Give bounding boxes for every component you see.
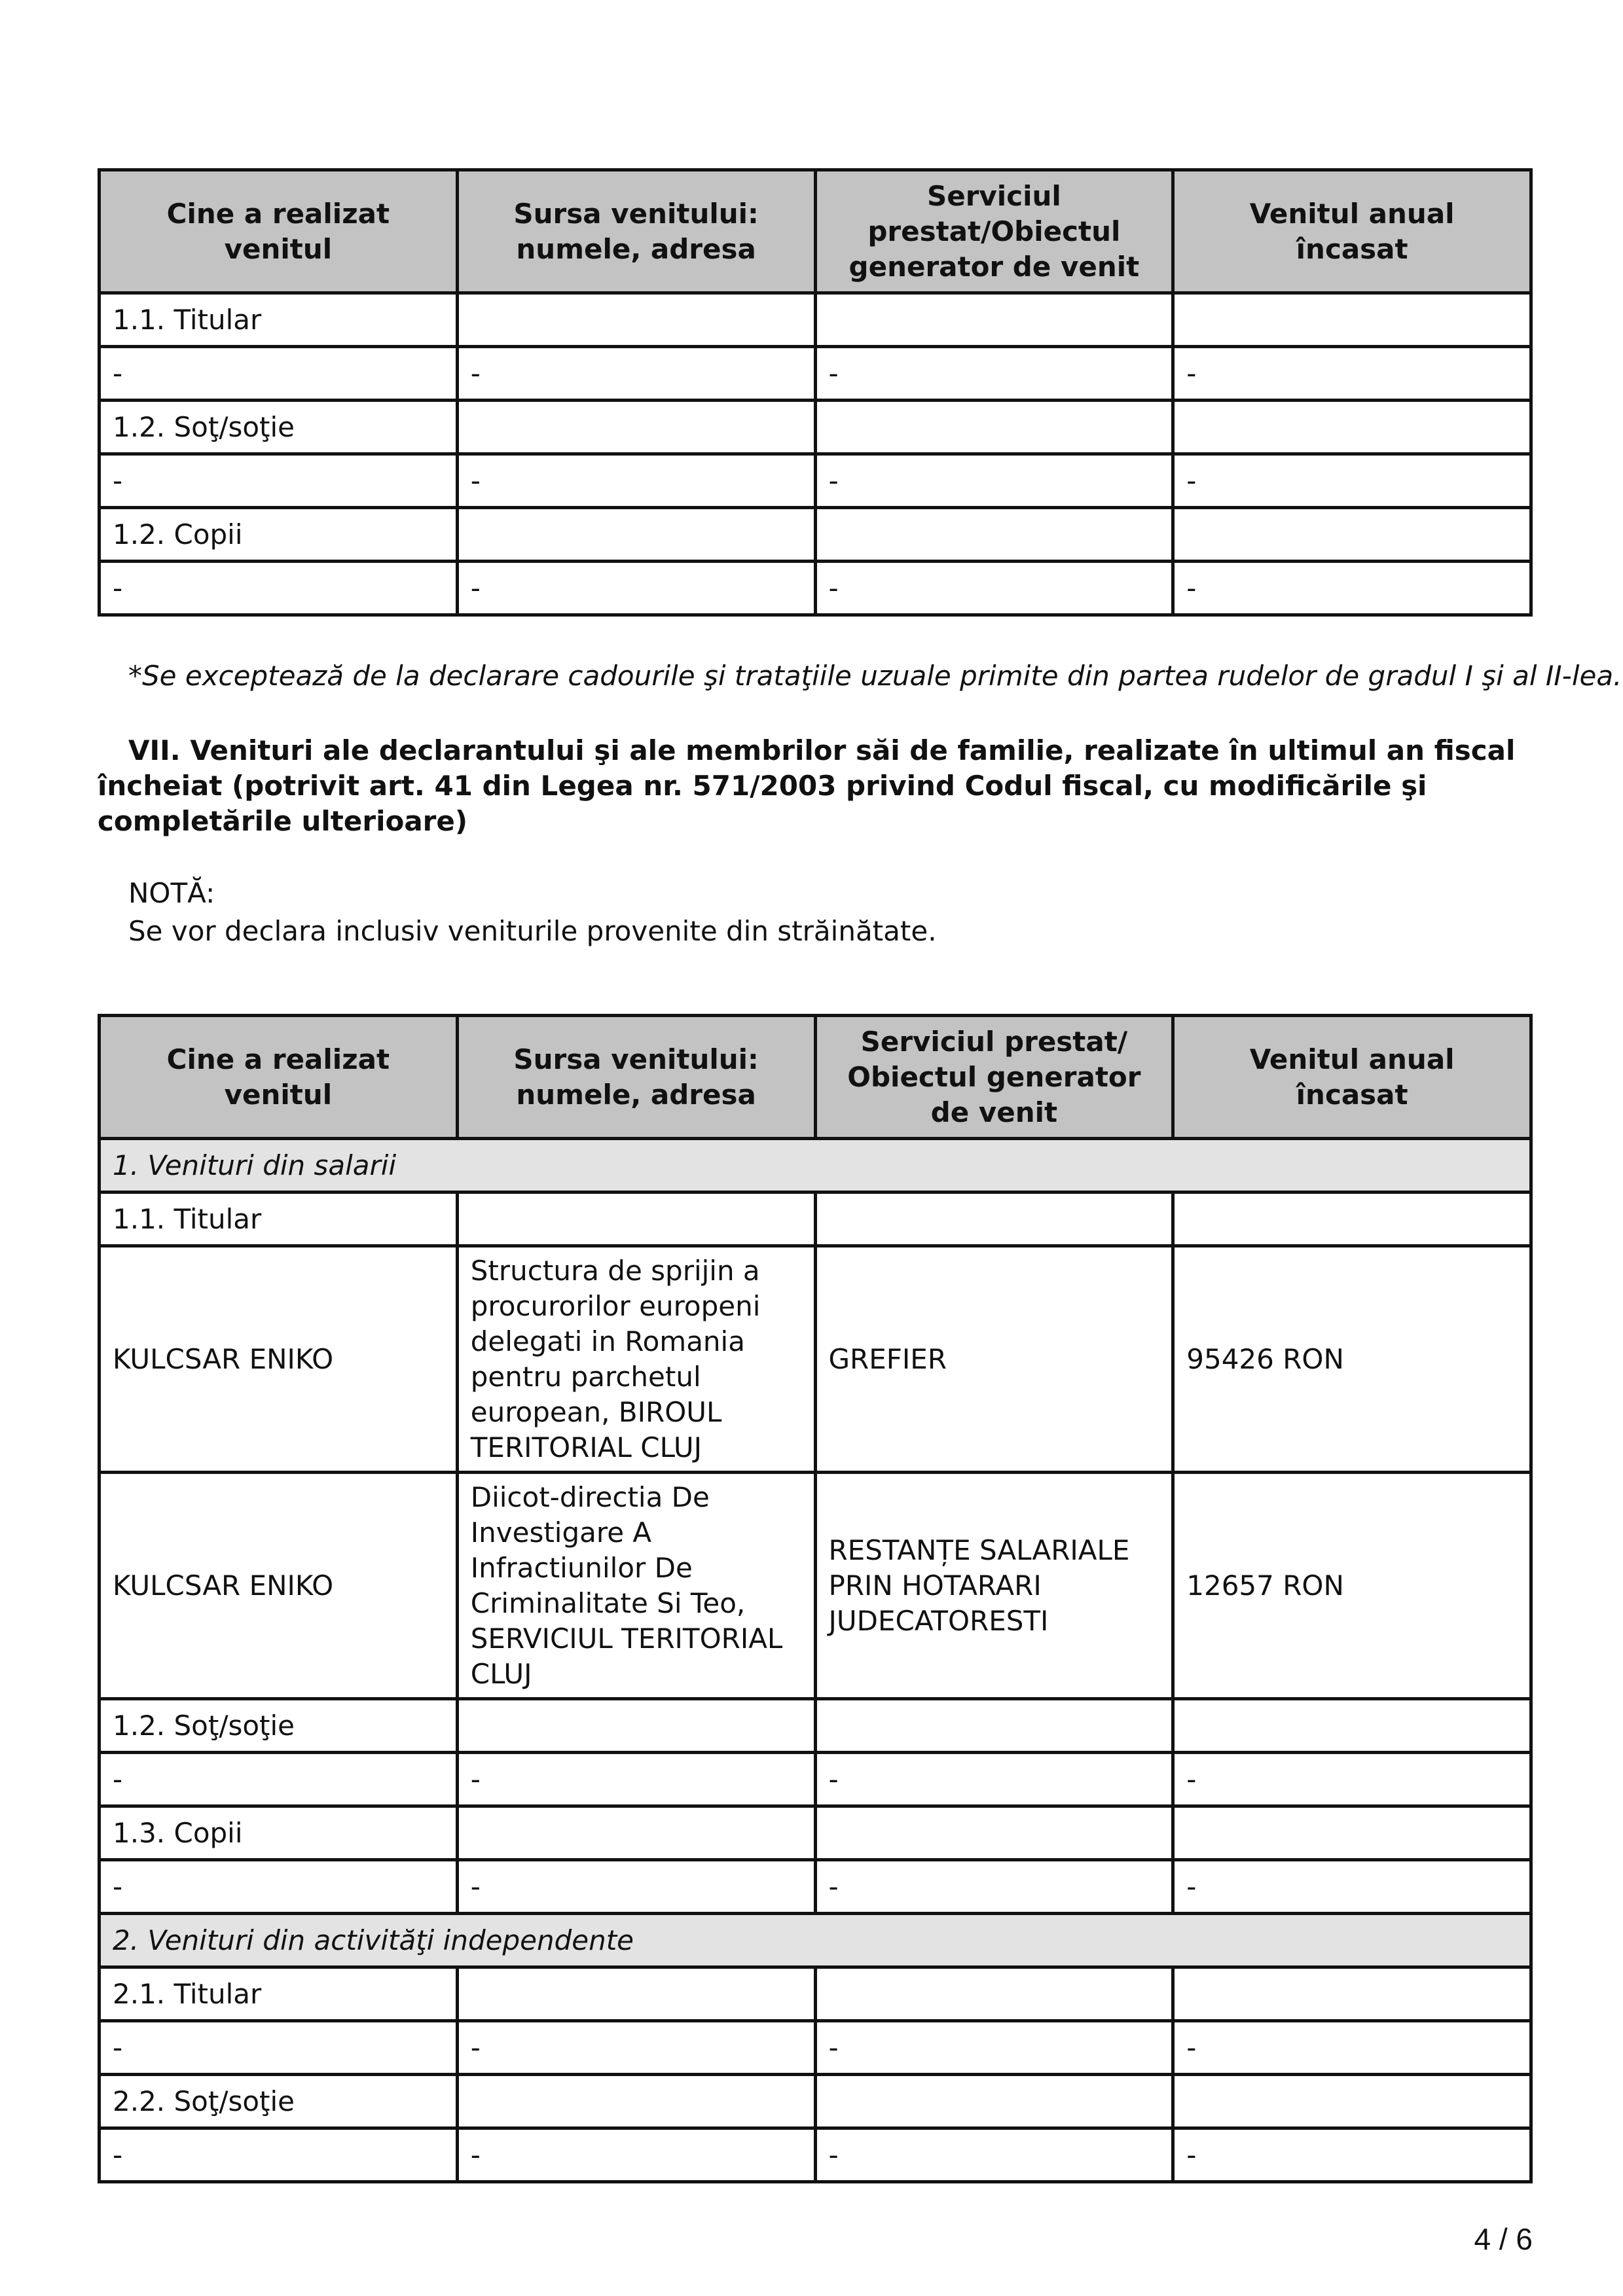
table-row <box>100 1860 1531 1914</box>
cell <box>1173 1193 1531 1246</box>
cell <box>815 1806 1173 1860</box>
header-who: Cine a realizat venitul <box>100 1016 458 1139</box>
cell: - <box>1173 2128 1531 2182</box>
table-row <box>100 1473 1531 1699</box>
cell <box>457 2075 815 2128</box>
cell: - <box>815 562 1173 615</box>
cell: - <box>1173 562 1531 615</box>
cell: - <box>815 1753 1173 1806</box>
income-table <box>98 1014 1533 2183</box>
header-service: Serviciul prestat/ Obiectul generator de venit <box>815 1016 1173 1139</box>
cell: - <box>457 1753 815 1806</box>
cell: - <box>1173 454 1531 508</box>
cell: - <box>1173 347 1531 401</box>
cell-source: Structura de sprijin a procurorilor europeni delegati in Romania pentru parchetul european, BIROUL TERITORIAL CLUJ <box>457 1246 815 1473</box>
table-row <box>100 1193 1531 1246</box>
cell: 1.2. Soţ/soţie <box>100 1699 458 1753</box>
table-row <box>100 293 1531 347</box>
cell-service: RESTANȚE SALARIALE PRIN HOTARARI JUDECATORESTI <box>815 1473 1173 1699</box>
table-row <box>100 2128 1531 2182</box>
cell: - <box>457 562 815 615</box>
cell: 1.1. Titular <box>100 293 458 347</box>
cell <box>457 1193 815 1246</box>
note-text: Se vor declara inclusiv veniturile provenite din străinătate. <box>128 915 937 947</box>
cell-who: KULCSAR ENIKO <box>100 1473 458 1699</box>
cell <box>815 1967 1173 2021</box>
header-source: Sursa venitului: numele, adresa <box>457 170 815 293</box>
header-amount: Venitul anual încasat <box>1173 170 1531 293</box>
cell: - <box>1173 2021 1531 2075</box>
cell: - <box>100 454 458 508</box>
income-table-previous <box>98 168 1533 617</box>
cell <box>1173 1699 1531 1753</box>
section-row-salaries <box>100 1139 1531 1193</box>
table-row <box>100 2075 1531 2128</box>
table-row <box>100 508 1531 562</box>
cell <box>815 2075 1173 2128</box>
cell: - <box>100 347 458 401</box>
cell <box>1173 2075 1531 2128</box>
cell-service: GREFIER <box>815 1246 1173 1473</box>
cell: - <box>815 2021 1173 2075</box>
cell <box>815 401 1173 454</box>
cell: - <box>100 1753 458 1806</box>
cell-who: KULCSAR ENIKO <box>100 1246 458 1473</box>
cell: - <box>100 1860 458 1914</box>
cell: - <box>100 2128 458 2182</box>
header-service: Serviciul prestat/Obiectul generator de venit <box>815 170 1173 293</box>
section-label: 1. Venituri din salarii <box>100 1139 1531 1193</box>
cell-amount: 95426 RON <box>1173 1246 1531 1473</box>
cell <box>1173 401 1531 454</box>
table-header-row <box>100 1016 1531 1139</box>
cell <box>815 293 1173 347</box>
cell <box>815 1193 1173 1246</box>
table-row <box>100 1967 1531 2021</box>
cell: - <box>815 2128 1173 2182</box>
cell: 1.3. Copii <box>100 1806 458 1860</box>
cell: - <box>100 562 458 615</box>
cell <box>1173 1967 1531 2021</box>
note-label: NOTĂ: <box>128 877 215 909</box>
cell <box>1173 293 1531 347</box>
header-who: Cine a realizat venitul <box>100 170 458 293</box>
cell: - <box>457 347 815 401</box>
section-row-independent <box>100 1914 1531 1967</box>
cell: - <box>457 2128 815 2182</box>
cell: 1.2. Soţ/soţie <box>100 401 458 454</box>
cell: - <box>815 347 1173 401</box>
cell: 2.2. Soţ/soţie <box>100 2075 458 2128</box>
cell: - <box>457 454 815 508</box>
cell <box>457 1967 815 2021</box>
cell <box>457 1699 815 1753</box>
cell <box>1173 1806 1531 1860</box>
cell-amount: 12657 RON <box>1173 1473 1531 1699</box>
table-row <box>100 562 1531 615</box>
cell <box>1173 508 1531 562</box>
cell: 2.1. Titular <box>100 1967 458 2021</box>
cell: 1.2. Copii <box>100 508 458 562</box>
table-row <box>100 1753 1531 1806</box>
table-row <box>100 347 1531 401</box>
cell: - <box>100 2021 458 2075</box>
cell: - <box>815 1860 1173 1914</box>
page-number: 4 / 6 <box>1474 2222 1533 2256</box>
header-amount: Venitul anual încasat <box>1173 1016 1531 1139</box>
table-row <box>100 2021 1531 2075</box>
cell <box>457 401 815 454</box>
cell-source: Diicot-directia De Investigare A Infractiunilor De Criminalitate Si Teo, SERVICIUL TERITORIAL CLUJ <box>457 1473 815 1699</box>
cell <box>815 508 1173 562</box>
cell: - <box>457 1860 815 1914</box>
cell <box>457 508 815 562</box>
table-header-row <box>100 170 1531 293</box>
footnote: *Se exceptează de la declarare cadourile şi trataţiile uzuale primite din partea rudelor de gradul I şi al II-lea. <box>128 660 1622 692</box>
cell: 1.1. Titular <box>100 1193 458 1246</box>
cell <box>815 1699 1173 1753</box>
cell: - <box>457 2021 815 2075</box>
cell: - <box>1173 1753 1531 1806</box>
cell <box>457 1806 815 1860</box>
cell: - <box>815 454 1173 508</box>
table-row <box>100 454 1531 508</box>
section-label: 2. Venituri din activităţi independente <box>100 1914 1531 1967</box>
table-row <box>100 1246 1531 1473</box>
cell: - <box>1173 1860 1531 1914</box>
section-title: VII. Venituri ale declarantului şi ale membrilor săi de familie, realizate în ultimul an fiscal încheiat (potrivit art. 41 din Legea nr. 571/2003 privind Codul fiscal, cu modificările şi completările ulterioare) <box>98 734 1516 837</box>
table-row <box>100 401 1531 454</box>
table-row <box>100 1699 1531 1753</box>
cell <box>457 293 815 347</box>
header-source: Sursa venitului: numele, adresa <box>457 1016 815 1139</box>
table-row <box>100 1806 1531 1860</box>
